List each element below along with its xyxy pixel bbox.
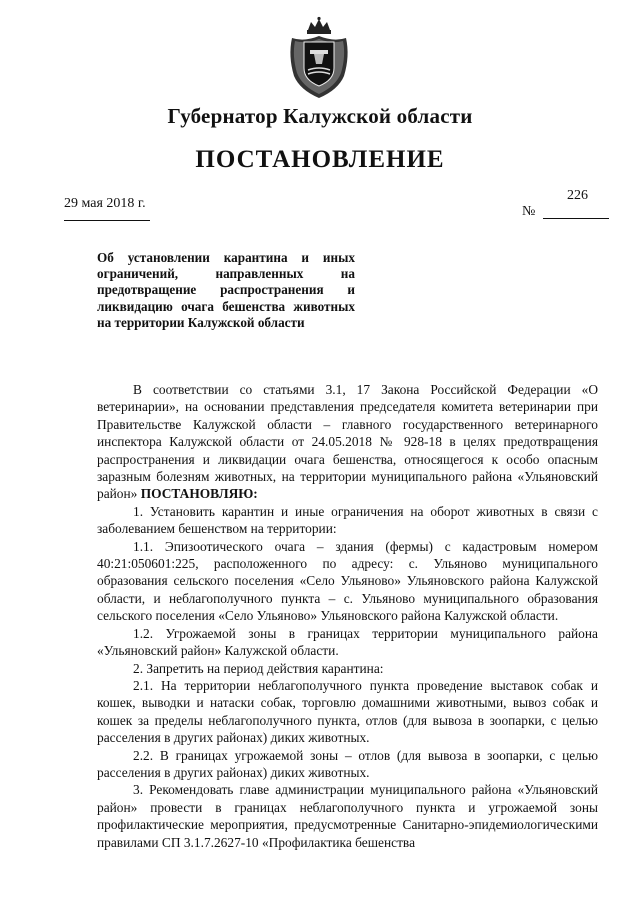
document-number: 226 [567, 188, 588, 203]
paragraph-1-1: 1.1. Эпизоотического очага – здания (фермы) с кадастровым номером 40:21:050601:225, расположенного по адресу: с. Ульяново муниципального образования сельского поселения «Село Ульяново» Ульяновского района Калужской области, и неблагополучного пункта – с. Ульяново муниципального образования сельского поселения «Село Ульяново» Ульяновского района Калужской области. [97, 538, 598, 624]
issuer-title: Губернатор Калужской области [167, 104, 473, 128]
document-body [97, 381, 598, 851]
document-date: 29 мая 2018 г. [64, 196, 146, 211]
coat-of-arms-emblem [286, 16, 352, 100]
paragraph-3: 3. Рекомендовать главе администрации муниципального района «Ульяновский район» провести в границах неблагополучного пункта и угрожаемой зоны профилактические мероприятия, предусмотренные Санитарно-эпидемиологическими правилами СП 3.1.7.2627-10 «Профилактика бешенства [97, 782, 598, 850]
number-underline [543, 218, 609, 219]
intro-paragraph [97, 381, 598, 503]
intro-text: В соответствии со статьями 3.1, 17 Закона Российской Федерации «О ветеринарии», на основании представления председателя комитета ветеринарии при Правительстве Калужской области – главного государственного ветеринарного инспектора Калужской области от 24.05.2018 № 928-18 в целях предотвращения распространения и ликвидации очага бешенства, относящегося к особо опасным заразным болезням животных, на территории муниципального района «Ульяновский район» [97, 382, 598, 502]
paragraph-1: 1. Установить карантин и иные ограничения на оборот животных в связи с заболеванием бешенством на территории: [97, 503, 598, 537]
document-type-title: ПОСТАНОВЛЕНИЕ [195, 146, 445, 173]
paragraph-1-2: 1.2. Угрожаемой зоны в границах территории муниципального района «Ульяновский район» Калужской области. [97, 625, 598, 659]
number-label: № [522, 204, 536, 219]
paragraph-2-1: 2.1. На территории неблагополучного пункта проведение выставок собак и кошек, выводки и натаски собак, торговлю домашними животными, вывоз собак и кошек за пределы неблагополучного пункта, отлов (для вывоза в зоопарки, с целью расселения в других районах) диких животных. [97, 677, 598, 746]
paragraph-2-2: 2.2. В границах угрожаемой зоны – отлов (для вывоза в зоопарки, с целью расселения в других районах) диких животных. [97, 747, 598, 780]
decree-word: ПОСТАНОВЛЯЮ: [140, 486, 258, 502]
date-underline [64, 220, 150, 221]
document-subject: Об установлении карантина и иных ограничений, направленных на предотвращение распространения и ликвидацию очага бешенства животных на территории Калужской области [97, 250, 355, 330]
paragraph-2: 2. Запретить на период действия карантина: [133, 660, 384, 676]
